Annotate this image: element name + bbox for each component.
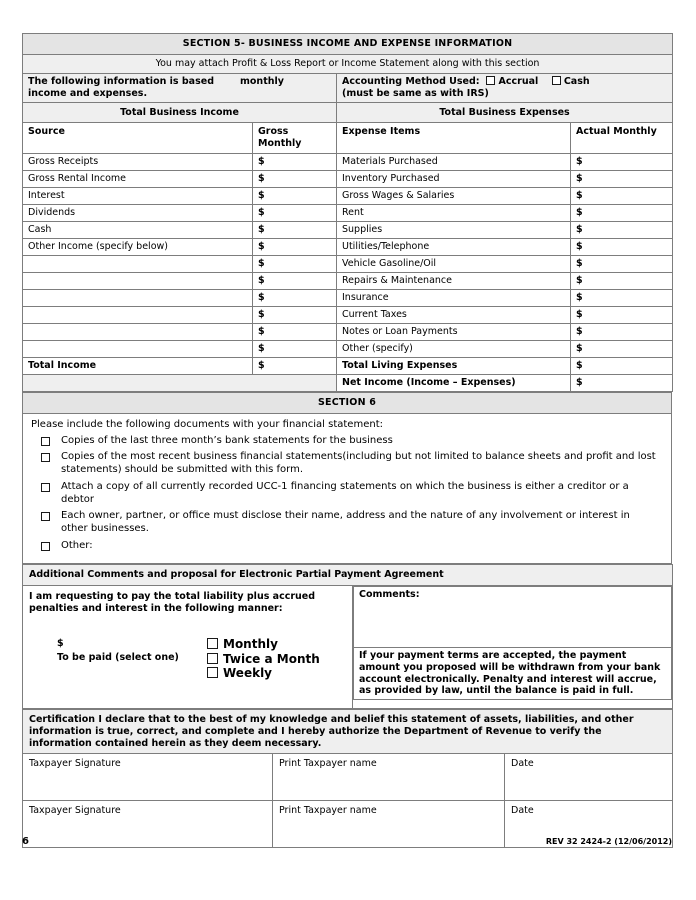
- section6-table: [22, 392, 672, 564]
- income-amount-input[interactable]: $: [253, 290, 337, 307]
- page-footer: [22, 836, 672, 847]
- checkbox-wrap: [29, 451, 61, 462]
- income-amount-input[interactable]: $: [253, 222, 337, 239]
- expense-item-label: Notes or Loan Payments: [337, 324, 571, 341]
- list-item: [29, 451, 665, 477]
- accounting-basis-row: [23, 73, 673, 102]
- header-actual-monthly: Actual Monthly: [571, 123, 673, 154]
- income-source-blank[interactable]: [23, 307, 253, 324]
- income-amount-input[interactable]: $: [253, 256, 337, 273]
- expense-amount-input[interactable]: $: [571, 154, 673, 171]
- income-source-blank[interactable]: [23, 256, 253, 273]
- income-source-blank[interactable]: [23, 324, 253, 341]
- table-row: [23, 290, 673, 307]
- expense-amount-input[interactable]: $: [571, 171, 673, 188]
- income-amount-input[interactable]: $: [253, 188, 337, 205]
- monthly-checkbox[interactable]: [207, 638, 218, 649]
- payment-request-line2: penalties and interest in the following manner:: [29, 603, 283, 615]
- expense-item-label: Rent: [337, 205, 571, 222]
- table-row: [23, 307, 673, 324]
- expense-amount-input[interactable]: $: [571, 273, 673, 290]
- table-row: [23, 188, 673, 205]
- weekly-checkbox[interactable]: [207, 667, 218, 678]
- signature-row: [23, 754, 673, 801]
- table-row: [23, 239, 673, 256]
- document-label: Each owner, partner, or office must disclose their name, address and the nature of any involvement or interest in other businesses.: [61, 510, 630, 535]
- income-source-blank[interactable]: [23, 290, 253, 307]
- payment-request-text: [29, 591, 346, 616]
- frequency-option-twice-a-month[interactable]: [207, 652, 320, 666]
- date-field[interactable]: Date: [505, 801, 673, 848]
- accounting-method-cell: [337, 73, 673, 102]
- net-income-label: Net Income (Income – Expenses): [337, 375, 571, 392]
- document-checkbox-bank-statements[interactable]: [41, 437, 50, 446]
- terms-row: [354, 647, 672, 700]
- total-income-input[interactable]: $: [253, 358, 337, 375]
- document-checkbox-ucc1[interactable]: [41, 483, 50, 492]
- payment-selection-row: [29, 637, 346, 679]
- expense-item-label: Vehicle Gasoline/Oil: [337, 256, 571, 273]
- basis-text-line2: income and expenses.: [28, 87, 148, 99]
- section5-title: SECTION 5- BUSINESS INCOME AND EXPENSE INFORMATION: [23, 34, 673, 55]
- income-amount-input[interactable]: $: [253, 273, 337, 290]
- payment-amount-input[interactable]: $: [57, 638, 64, 650]
- document-label: Copies of the last three month’s bank statements for the business: [61, 434, 393, 446]
- income-source-blank[interactable]: [23, 273, 253, 290]
- total-income-label: Total Income: [23, 358, 253, 375]
- income-amount-input[interactable]: $: [253, 324, 337, 341]
- page-number: 6: [22, 836, 29, 847]
- payment-frequency-group: [207, 637, 320, 679]
- checkbox-wrap: [29, 510, 61, 521]
- basis-text-b: monthly: [240, 75, 284, 87]
- taxpayer-signature-field[interactable]: Taxpayer Signature: [23, 754, 273, 801]
- total-income-row: [23, 358, 673, 375]
- certification-row: [23, 709, 673, 754]
- weekly-label: Weekly: [223, 665, 273, 680]
- comments-label: Comments:: [359, 588, 420, 600]
- income-source-blank[interactable]: [23, 341, 253, 358]
- payment-band-label: Additional Comments and proposal for Electronic Partial Payment Agreement: [23, 564, 673, 585]
- expense-amount-input[interactable]: $: [571, 188, 673, 205]
- revision-code: REV 32 2424-2 (12/06/2012): [545, 837, 672, 846]
- payment-request-cell: [23, 585, 353, 708]
- checkbox-wrap: [29, 481, 61, 492]
- cash-label: Cash: [563, 75, 590, 87]
- income-source-label[interactable]: Gross Rental Income: [23, 171, 253, 188]
- header-gross-monthly: Gross Monthly: [253, 123, 337, 154]
- accrual-checkbox[interactable]: [486, 76, 495, 85]
- expense-amount-input[interactable]: $: [571, 290, 673, 307]
- table-row: [23, 205, 673, 222]
- payment-band-row: [23, 564, 673, 585]
- payment-request-line1: I am requesting to pay the total liability plus accrued: [29, 590, 316, 602]
- income-source-label[interactable]: Cash: [23, 222, 253, 239]
- expense-item-label: Other (specify): [337, 341, 571, 358]
- table-row: [23, 341, 673, 358]
- frequency-option-monthly[interactable]: [207, 637, 320, 651]
- expense-item-label: Supplies: [337, 222, 571, 239]
- list-item: [29, 540, 665, 553]
- net-income-spacer: [23, 375, 337, 392]
- payment-body-row: [23, 585, 673, 708]
- payment-agreement-table: [22, 564, 673, 709]
- document-label: Other:: [61, 540, 93, 552]
- monthly-label: Monthly: [223, 637, 278, 652]
- expense-item-label: Inventory Purchased: [337, 171, 571, 188]
- comments-terms-inner: [353, 586, 672, 701]
- income-amount-input[interactable]: $: [253, 341, 337, 358]
- form-page: [22, 33, 672, 848]
- basis-cell: [23, 73, 337, 102]
- expense-amount-input[interactable]: $: [571, 256, 673, 273]
- select-one-label: To be paid (select one): [57, 652, 179, 664]
- accounting-method-label: Accounting Method Used:: [342, 75, 480, 87]
- cash-checkbox[interactable]: [552, 76, 561, 85]
- expense-amount-input[interactable]: $: [571, 341, 673, 358]
- net-income-row: [23, 375, 673, 392]
- document-label: Attach a copy of all currently recorded UCC-1 financing statements on which the business is either a creditor or a debtor: [61, 480, 629, 505]
- income-source-label[interactable]: Interest: [23, 188, 253, 205]
- accounting-method-note: (must be same as with IRS): [342, 87, 489, 99]
- net-income-input[interactable]: $: [571, 375, 673, 392]
- section6-title: SECTION 6: [23, 393, 672, 414]
- checkbox-wrap: [29, 435, 61, 446]
- section5-attach-note-row: [23, 54, 673, 73]
- section6-intro: Please include the following documents with your financial statement:: [31, 419, 383, 430]
- section5-title-row: [23, 34, 673, 55]
- list-item: [29, 510, 665, 536]
- payment-amount-group: [29, 637, 207, 665]
- document-checkbox-owner-disclosure[interactable]: [41, 512, 50, 521]
- table-row: [23, 324, 673, 341]
- expense-item-label: Utilities/Telephone: [337, 239, 571, 256]
- section6-title-row: [23, 393, 672, 414]
- total-business-income-band: Total Business Income: [23, 102, 337, 123]
- total-living-expenses-input[interactable]: $: [571, 358, 673, 375]
- document-label: Copies of the most recent business financial statements(including but not limited to balance sheets and profit and lost statements) should be submitted with this form.: [61, 451, 656, 476]
- income-source-label[interactable]: Gross Receipts: [23, 154, 253, 171]
- income-amount-input[interactable]: $: [253, 239, 337, 256]
- table-row: [23, 222, 673, 239]
- section5-attach-note: You may attach Profit & Loss Report or Income Statement along with this section: [23, 54, 673, 73]
- table-row: [23, 171, 673, 188]
- income-amount-input[interactable]: $: [253, 171, 337, 188]
- comments-and-terms-cell: [353, 585, 673, 708]
- print-taxpayer-name-field[interactable]: Print Taxpayer name: [273, 754, 505, 801]
- totals-band-row: [23, 102, 673, 123]
- accrual-label: Accrual: [498, 75, 539, 87]
- table-row: [23, 256, 673, 273]
- print-taxpayer-name-field[interactable]: Print Taxpayer name: [273, 801, 505, 848]
- header-expense-items: Expense Items: [337, 123, 571, 154]
- income-source-label[interactable]: Other Income (specify below): [23, 239, 253, 256]
- income-amount-input[interactable]: $: [253, 307, 337, 324]
- section5-table: [22, 33, 673, 392]
- payment-terms-text: If your payment terms are accepted, the payment amount you proposed will be withdrawn from your bank account electronically. Penalty and interest will accrue, as provided by law, until the balance is paid in full.: [354, 647, 672, 700]
- twice-a-month-label: Twice a Month: [223, 651, 320, 666]
- header-source: Source: [23, 123, 253, 154]
- expense-item-label: Insurance: [337, 290, 571, 307]
- expense-item-label: Repairs & Maintenance: [337, 273, 571, 290]
- column-header-row: [23, 123, 673, 154]
- table-row: [23, 273, 673, 290]
- frequency-option-weekly[interactable]: [207, 666, 320, 680]
- income-amount-input[interactable]: $: [253, 154, 337, 171]
- total-living-expenses-label: Total Living Expenses: [337, 358, 571, 375]
- table-row: [23, 154, 673, 171]
- section6-body: [23, 414, 672, 564]
- comments-field[interactable]: [354, 586, 672, 647]
- section6-body-row: [23, 414, 672, 564]
- document-checkbox-other[interactable]: [41, 542, 50, 551]
- certification-text: Certification I declare that to the best of my knowledge and belief this statement of assets, liabilities, and other information is true, correct, and complete and I hereby authorize the Department of Revenue to verify the information contained herein as they deem necessary.: [23, 709, 673, 754]
- expense-amount-input[interactable]: $: [571, 324, 673, 341]
- document-checkbox-financial-statements[interactable]: [41, 453, 50, 462]
- expense-amount-input[interactable]: $: [571, 222, 673, 239]
- expense-item-label: Current Taxes: [337, 307, 571, 324]
- list-item: [29, 481, 665, 507]
- basis-text-a: The following information is based: [28, 75, 214, 87]
- expense-amount-input[interactable]: $: [571, 239, 673, 256]
- list-item: [29, 435, 665, 448]
- total-business-expenses-band: Total Business Expenses: [337, 102, 673, 123]
- expense-item-label: Materials Purchased: [337, 154, 571, 171]
- date-field[interactable]: Date: [505, 754, 673, 801]
- expense-amount-input[interactable]: $: [571, 307, 673, 324]
- income-source-label[interactable]: Dividends: [23, 205, 253, 222]
- comments-row: [354, 586, 672, 647]
- expense-amount-input[interactable]: $: [571, 205, 673, 222]
- certification-table: [22, 709, 673, 849]
- expense-item-label: Gross Wages & Salaries: [337, 188, 571, 205]
- twice-a-month-checkbox[interactable]: [207, 653, 218, 664]
- checkbox-wrap: [29, 540, 61, 551]
- income-amount-input[interactable]: $: [253, 205, 337, 222]
- taxpayer-signature-field[interactable]: Taxpayer Signature: [23, 801, 273, 848]
